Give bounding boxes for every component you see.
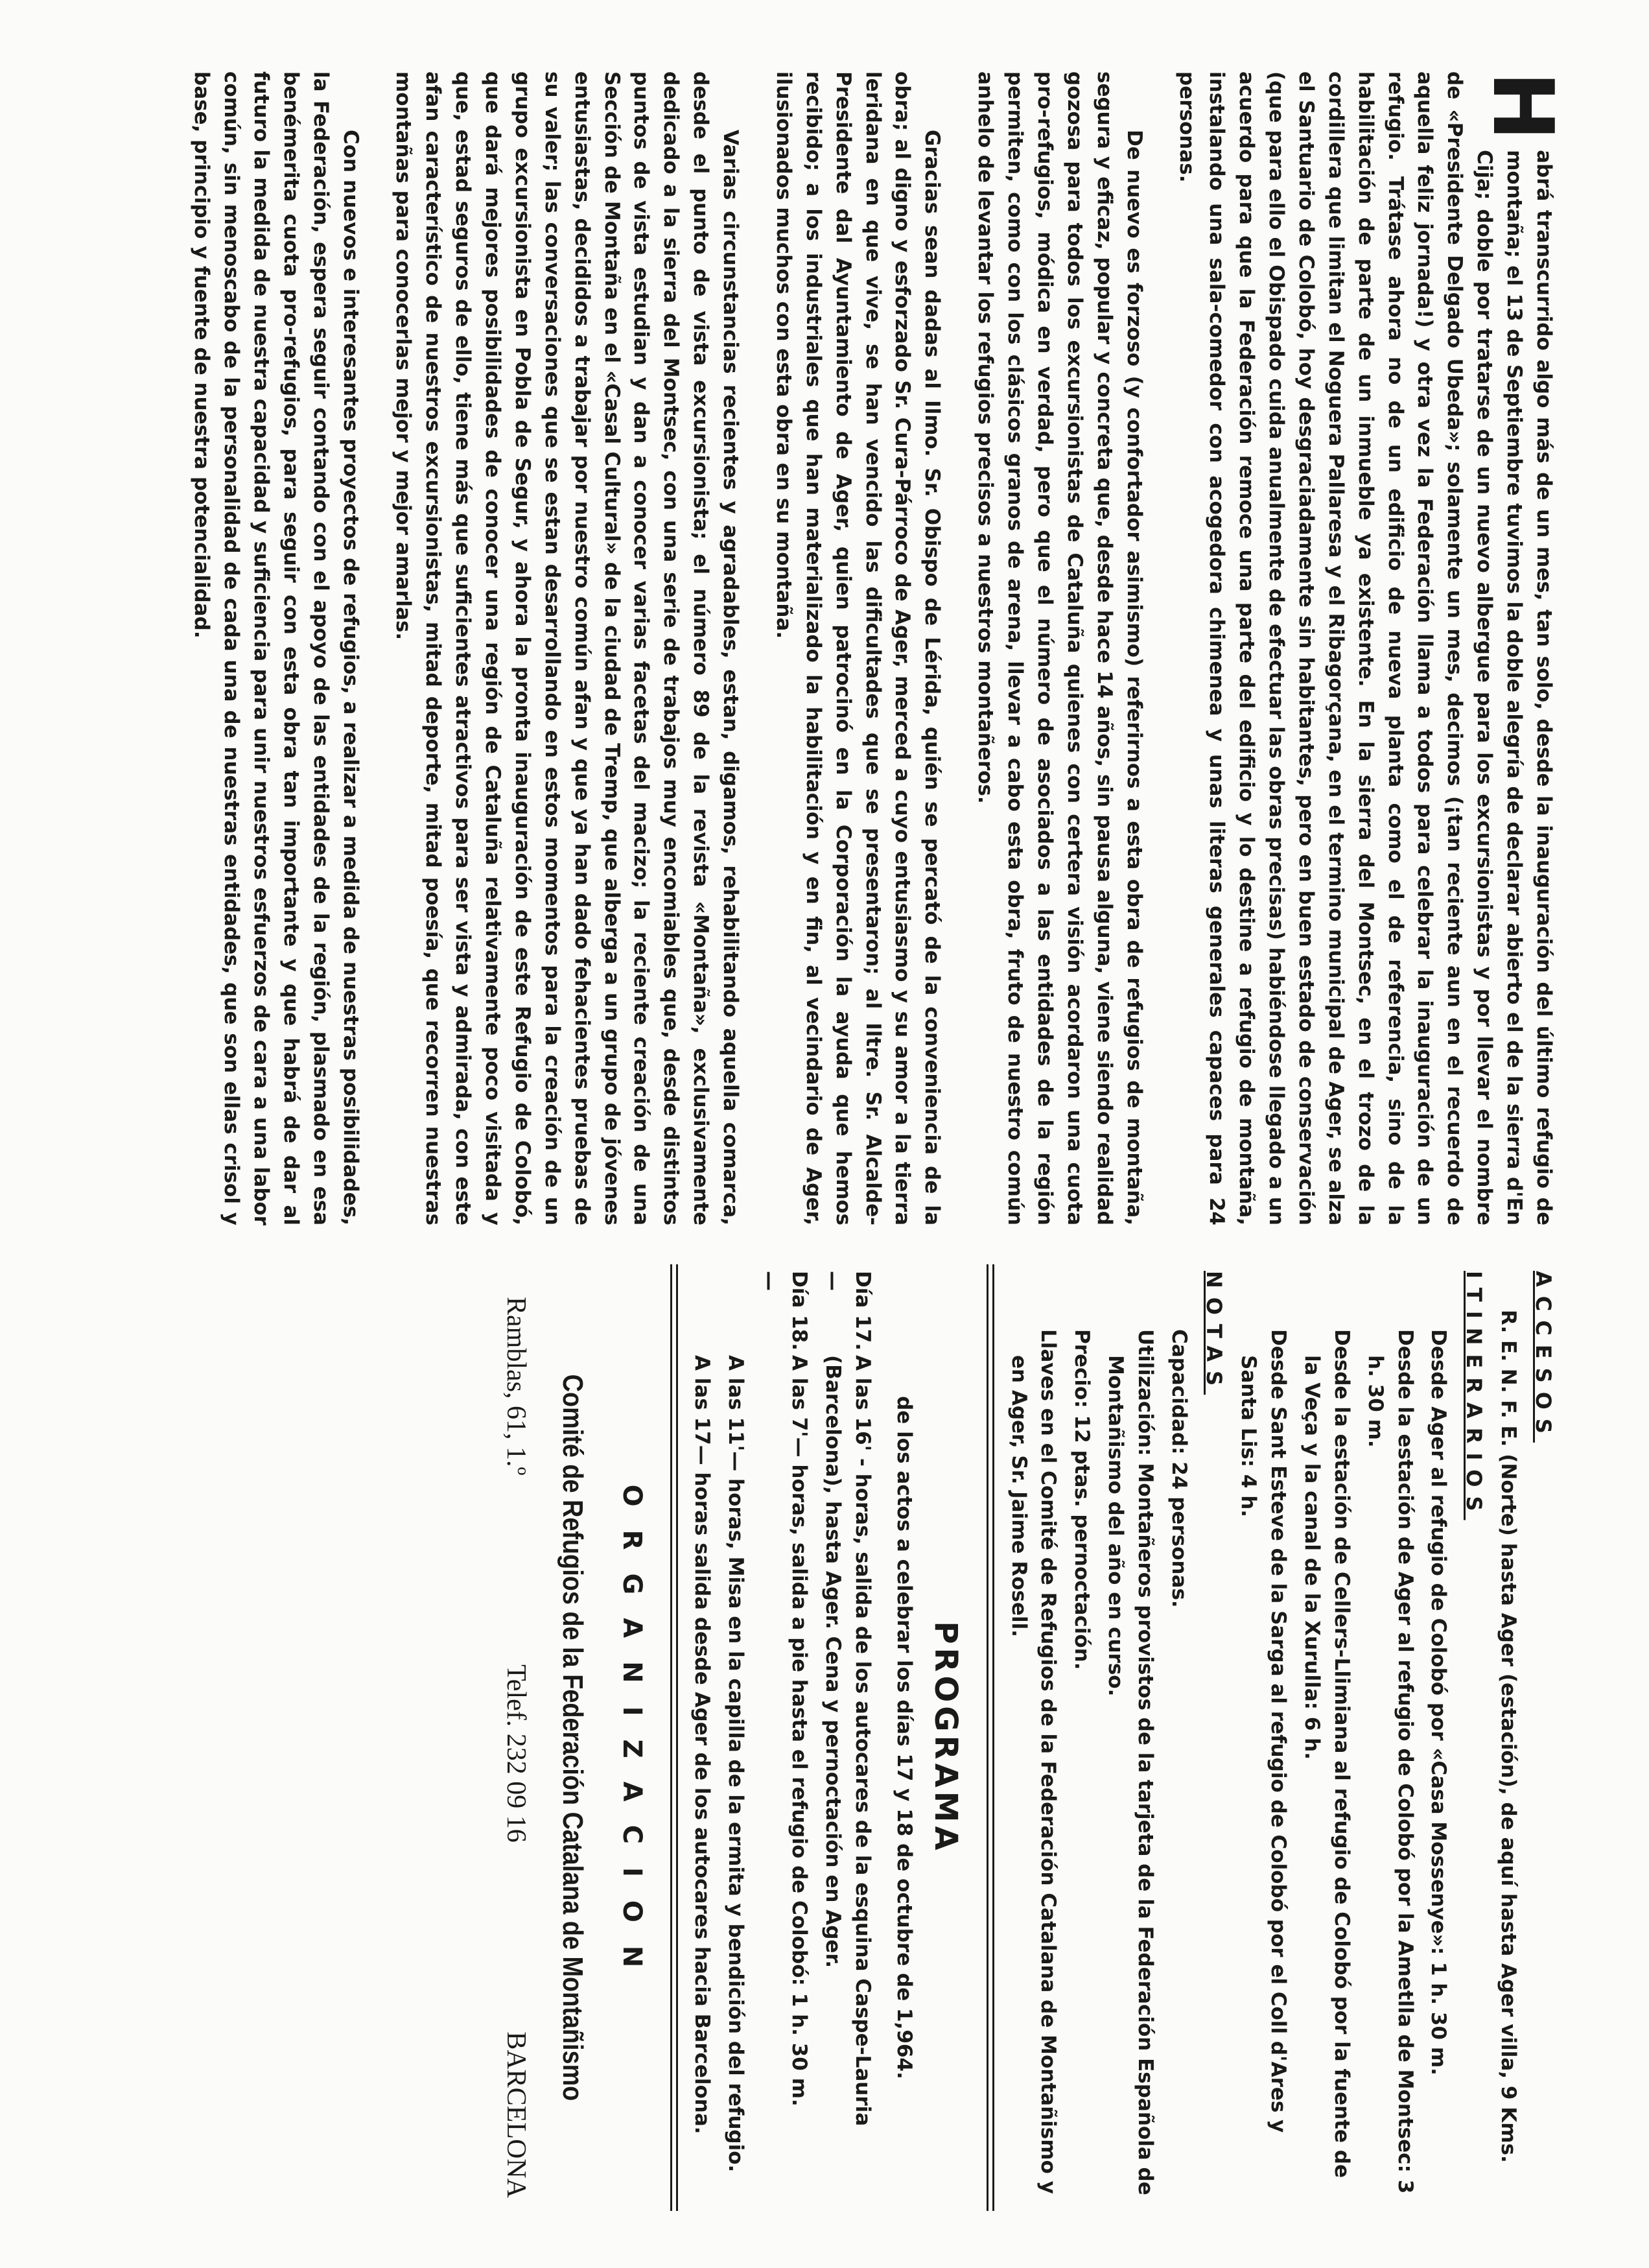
divider-rule <box>987 1264 994 2211</box>
programa-row <box>687 1271 717 2204</box>
paragraph-circunstancias: Varias circunstancias recientes y agradables, estan, digamos, rehabilitando aquella comarca, desde el punto de vista excursionista; el número 89 de la revista «Montaña», exclusivamente dedicado a la sierra del Montsec, con una serie de trabajos muy encomiables que, desde distintos puntos de vista estudian y dan a conocer varias facetas del macizo; la reciente creación de una Sección de Montaña en el «Casal Cultural» de la ciudad de Tremp, que alberga a un grupo de jóvenes entusiastas, decididos a trabajar por nuestro común afan y que ya han dado fehacientes pruebas de su valer; las conversaciones que se estan desarrollando en estos momentos para la creación de un grupo excursionista en Pobla de Segur, y ahora la pronta inauguración de este Refugio de Colobó, que dará mejores posibilidades de conocer una región de Cataluña relativamente poco visitada y que, estad seguros de ello, tiene más que suficientes atractivos para ser vista y admirada, con este afan característico de nuestros excursionistas, mitad deporte, mitad poesía, que recorren nuestras montañas para conocerlas mejor y mejor amarlas. <box>392 71 743 1225</box>
intro-text: abrá transcurrido algo más de un mes, tan solo, desde la inauguración del último refugio de montaña; el 13 de Septiembre tuvimos la doble alegría de declarar abierto el de la sierra d'En Cija; doble por tratarse de un nuevo albergue para los excursionistas y por llevar el nombre de «Presidente Delgado Ubeda»; solamente un mes, decimos (¡tan reciente aun en el recuerdo de aquella feliz jornada!) y otra vez la Federación llama a todos para celebrar la inauguración de un refugio. Trátase ahora no de un edificio de nueva planta como el de referencia, sino de la habilitación de parte de un inmueble ya existente. En la sierra del Montsec, en el trozo de la cordillera que limitan el Noguera Pallaresa y el Ribagorçana, en el termino municipal de Ager, se alza el Santuario de Colobó, hoy desgraciadamente sin habitantes, pero en buen estado de conservación (que para ello el Obispado cuida anualmente de efectuar las obras precisas) habiéndose llegado a un acuerdo para que la Federación remoce una parte del edificio y lo destine a refugio de montaña, instalando una sala-comedor con acogedora chimenea y unas literas generales capaces para 24 personas. <box>1175 71 1556 1225</box>
intro-paragraph <box>1172 71 1571 1225</box>
programa-day: Día 17.— <box>821 1271 874 1351</box>
paragraph-proyectos: Con nuevos e interesantes proyectos de refugios, a realizar a medida de nuestras posibilidades, la Federación, espera seguir contando con el apoyo de las entidades de la región, plasmado en esa benémerita cuota pro-refugios, para seguir con esta obra tan importante y que habrá de dar al futuro la medida de nuestra capacidad y suficiencia para unir nuestros esfuerzos de cara a una labor común, sin menoscabo de la personalidad de cada una de nuestras entidades, que son ellas crisol y base, principio y fuente de nuestra potencialidad. <box>190 71 362 1225</box>
organizacion-address: Ramblas, 61, 1.º <box>501 1297 532 1476</box>
programa-text: A las 7'— horas, salida a pie hasta el refugio de Colobó: 1 h. 30 m. <box>788 1355 812 2107</box>
organizacion-phone: Telef. 232 09 16 <box>501 1664 532 1843</box>
programa-row <box>720 1271 750 2204</box>
programa-day <box>687 1271 717 1355</box>
programa-text: A las 17— horas salida desde Ager de los autocares hacia Barcelona. <box>690 1355 714 2134</box>
programa-row <box>754 1271 813 2204</box>
programa-day <box>720 1271 750 1355</box>
accesos-text: R. E. N. F. E. (Norte) hasta Ager (estación), de aquí hasta Ager villa, 9 Kms. <box>1496 1310 1520 2163</box>
drop-cap: H <box>1474 71 1571 141</box>
paragraph-obra-refugios: De nuevo es forzoso (y confortador asimismo) referirnos a esta obra de refugios de montaña, segura y eficaz, popular y concreta que, desde hace 14 años, sin pausa alguna, viene siendo realidad gozosa para todos los excursionistas de Cataluña quienes con certera visión acordaron una cuota pro-refugios, módica en verdad, pero que el número de asociados a las entidades de la región permiten, como con los clásicos granos de arena, llevar a cabo esta obra, fruto de nuestro común anhelo de levantar los refugios precisos a nuestros montañeros. <box>974 71 1146 1225</box>
programa-text: A las 16' - horas, salida de los autocares de la esquina Caspe-Lauria (Barcelona), hasta Ager. Cena y pernoctación en Ager. <box>821 1355 874 2127</box>
itinerarios-heading: ITINERARIOS <box>1461 1271 1486 1520</box>
nota-item: Capacidad: 24 personas. <box>1167 1329 1191 1608</box>
notas-heading: NOTAS <box>1202 1271 1227 1395</box>
organizacion-address-line <box>496 1271 536 2204</box>
nota-item: Utilización: Montañeros provistos de la tarjeta de la Federación Española de Montañismo del año en curso. <box>1104 1329 1158 2195</box>
itinerario-item: Desde la estación de Ager al refugio de Colobó por la Ametlla de Montsec: 3 h. 30 m. <box>1363 1329 1417 2194</box>
programa-subtitle: de los actos a celebrar los días 17 y 18 de octubre de 1,964. <box>892 1396 916 2079</box>
info-column <box>496 1271 1558 2204</box>
organizacion-name: Comité de Refugios de la Federación Catalana de Montañismo <box>557 1374 589 2101</box>
itinerario-item: Desde la estación de Cellers-Llimiana al refugio de Colobó por la fuente de la Veça y la canal de la Xurulla: 6 h. <box>1300 1329 1353 2179</box>
programa-text: A las 11'— horas, Misa en la capilla de la ermita y bendición del refugio. <box>724 1355 748 2173</box>
itinerario-item: Desde Sant Esteve de la Sarga al refugio de Colobó por el Coll d'Ares y Santa Lis: 4 h. <box>1237 1329 1291 2133</box>
divider-rule <box>670 1264 678 2211</box>
article-column <box>163 71 1571 1225</box>
programa-heading: PROGRAMA <box>927 1621 964 1854</box>
accesos-heading: ACCESOS <box>1531 1271 1556 1443</box>
organizacion-heading: ORGANIZACION <box>616 1484 647 1991</box>
nota-item: Precio: 12 ptas. pernoctación. <box>1070 1329 1094 1670</box>
programa-row <box>817 1271 877 2204</box>
paragraph-gracias: Gracias sean dadas al Ilmo. Sr. Obispo de Lérida, quién se percató de la conveniencia de la obra; al digno y esforzado Sr. Cura-Párroco de Ager, merced a cuyo entusiasmo y su amor a la tierra leridana en que vive, se han vencido las dificultades que se presentaron; al Iltre. Sr. Alcalde-Presidente dal Ayuntamiento de Ager, quien patrocinó en la Corporación la ayuda que hemos recibido; a los industriales que han materializado la habilitación y en fin, al vecindario de Ager, ilusionados muchos con esta obra en su montaña. <box>772 71 944 1225</box>
organizacion-city: BARCELONA <box>501 2031 532 2198</box>
nota-item: Llaves en el Comité de Refugios de la Federación Catalana de Montañismo y en Ager, Sr. Jaime Rosell. <box>1007 1329 1060 2194</box>
itinerario-item: Desde Ager al refugio de Colobó por «Casa Mossenye»: 1 h. 30 m. <box>1427 1329 1451 2075</box>
programa-day: Día 18.— <box>758 1271 812 1351</box>
